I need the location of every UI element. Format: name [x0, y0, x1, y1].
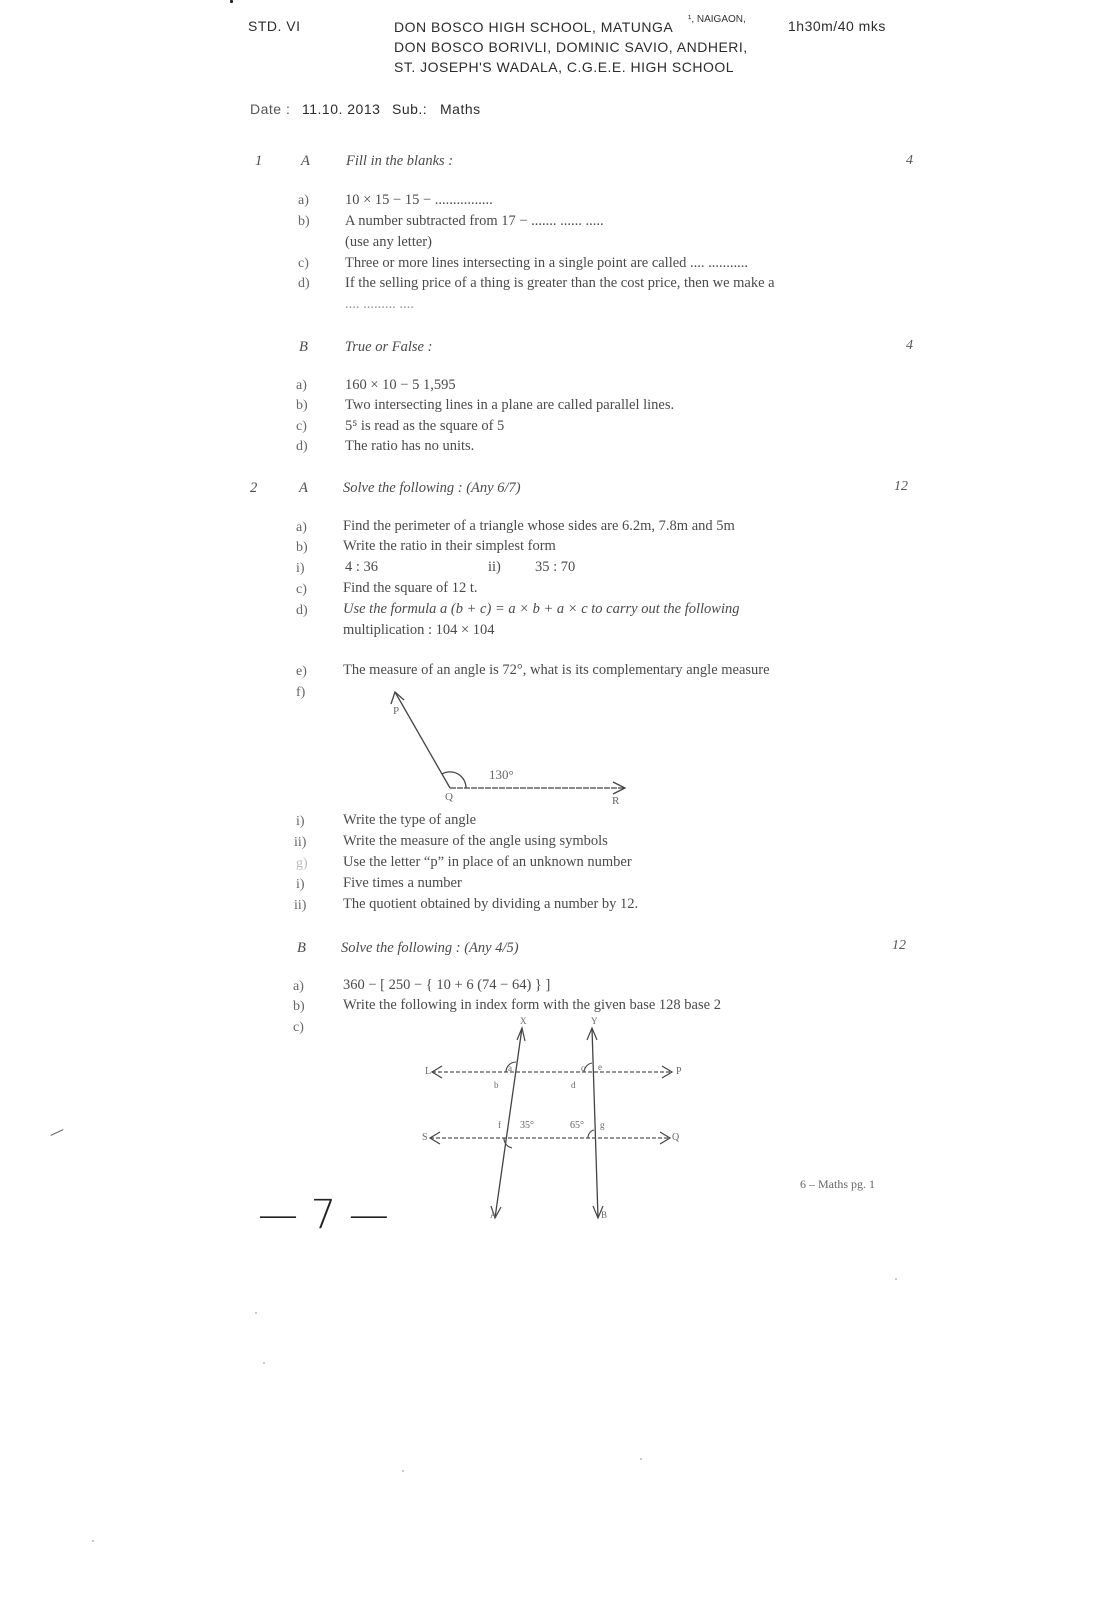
q2b-label-a: a) — [293, 979, 304, 994]
q2a-marks: 12 — [894, 479, 908, 494]
scan-speck — [895, 1278, 897, 1280]
scan-speck — [263, 1362, 265, 1364]
fig-label-p: P — [676, 1066, 682, 1077]
parallel-lines-figure — [420, 1020, 700, 1225]
fig-angle-35: 35° — [520, 1120, 534, 1131]
q1a-label-c: c) — [298, 256, 309, 271]
q1b-title: True or False : — [345, 339, 433, 355]
q2a-f-label-i: i) — [296, 814, 305, 829]
q2a-f-label-ii: ii) — [294, 835, 307, 850]
q1a-item-d-blank: .... ......... .... — [345, 296, 414, 312]
q2a-ratio-i-label: i) — [296, 561, 305, 576]
q2b-item-a: 360 − [ 250 − { 10 + 6 (74 − 64) } ] — [343, 977, 551, 993]
q2a-ratio-i: 4 : 36 — [345, 559, 379, 575]
q2-number: 2 — [250, 480, 258, 496]
q2a-label-d: d) — [296, 603, 308, 618]
fig-angle-a: a — [508, 1063, 512, 1073]
q2a-item-d-cont: multiplication : 104 × 104 — [343, 622, 495, 638]
q2a-item-b: Write the ratio in their simplest form — [343, 538, 556, 554]
fig-angle-c: c — [581, 1063, 585, 1073]
q1a-letter: A — [301, 153, 310, 169]
q2a-ratio-ii-label: ii) — [488, 559, 501, 575]
fig-label-x: X — [520, 1016, 527, 1026]
q1b-letter: B — [299, 339, 308, 355]
page-reference: 6 – Maths pg. 1 — [800, 1177, 875, 1191]
time-marks: 1h30m/40 mks — [788, 18, 886, 34]
school-line-3: ST. JOSEPH'S WADALA, C.G.E.E. HIGH SCHOOL — [394, 59, 735, 75]
handwritten-page-number: — 7 — — [258, 1192, 389, 1238]
scan-speck — [92, 1540, 94, 1542]
q2a-item-c: Find the square of 12 t. — [343, 580, 478, 596]
fig-angle-f: f — [498, 1120, 501, 1130]
q2a-g-item-i: Five times a number — [343, 875, 462, 891]
subject-value: Maths — [440, 101, 481, 117]
subject-label: Sub.: — [392, 101, 428, 117]
scan-speck — [402, 1470, 404, 1472]
q2a-label-c: c) — [296, 582, 307, 597]
scan-speck — [50, 1129, 63, 1136]
q1b-label-c: c) — [296, 419, 307, 434]
fig-angle-b: b — [494, 1080, 499, 1090]
q2b-item-b: Write the following in index form with the given base 128 base 2 — [343, 997, 721, 1013]
date-label: Date : — [250, 101, 291, 117]
q2a-g-label-i: i) — [296, 877, 305, 892]
q2a-label-a: a) — [296, 520, 307, 535]
fig-angle-65: 65° — [570, 1120, 584, 1131]
q1b-item-c: 5⁵ is read as the square of 5 — [345, 418, 505, 434]
q1a-item-a: 10 × 15 − 15 − ................ — [345, 192, 493, 208]
q1a-title: Fill in the blanks : — [346, 153, 454, 169]
fig-angle-e: e — [598, 1062, 602, 1072]
q1a-label-d: d) — [298, 276, 310, 291]
q2a-item-a: Find the perimeter of a triangle whose sides are 6.2m, 7.8m and 5m — [343, 518, 735, 534]
fig-label-y: Y — [591, 1016, 598, 1026]
date-value: 11.10. 2013 — [302, 101, 381, 117]
q1a-item-c: Three or more lines intersecting in a single point are called .... ........... — [345, 255, 749, 271]
q1a-label-b: b) — [298, 214, 310, 229]
angle-value: 130° — [489, 767, 514, 782]
fig-label-q: Q — [672, 1132, 680, 1143]
q2a-label-g: g) — [296, 856, 308, 871]
q1a-label-a: a) — [298, 193, 309, 208]
angle-label-r: R — [612, 795, 620, 807]
q2a-item-e: The measure of an angle is 72°, what is its complementary angle measure — [343, 662, 770, 678]
q2a-label-e: e) — [296, 664, 307, 679]
q1-number: 1 — [255, 153, 263, 169]
q2a-item-g: Use the letter “p” in place of an unknown number — [343, 854, 632, 870]
school-sup: ¹, NAIGAON, — [688, 14, 746, 25]
fig-angle-d: d — [571, 1080, 576, 1090]
q2b-letter: B — [297, 940, 306, 956]
q2b-label-b: b) — [293, 999, 305, 1014]
angle-label-q: Q — [445, 791, 453, 803]
q2a-letter: A — [299, 480, 308, 496]
angle-figure — [380, 685, 640, 805]
scan-speck — [640, 1458, 642, 1460]
q2b-label-c: c) — [293, 1020, 304, 1035]
fig-label-b-bottom: B — [601, 1210, 608, 1220]
q1b-marks: 4 — [906, 338, 913, 353]
q2b-title: Solve the following : (Any 4/5) — [341, 940, 519, 956]
q2b-marks: 12 — [892, 938, 906, 953]
fig-angle-g: g — [600, 1120, 605, 1130]
q1a-item-d: If the selling price of a thing is greater than the cost price, then we make a — [345, 275, 775, 291]
fig-label-s: S — [422, 1132, 428, 1143]
fig-label-a-bottom: A — [490, 1210, 497, 1220]
std-label: STD. VI — [248, 18, 301, 34]
q1b-label-a: a) — [296, 378, 307, 393]
q1b-label-d: d) — [296, 439, 308, 454]
school-line-2: DON BOSCO BORIVLI, DOMINIC SAVIO, ANDHERI, — [394, 39, 748, 55]
q1a-marks: 4 — [906, 153, 913, 168]
q1b-item-b: Two intersecting lines in a plane are called parallel lines. — [345, 397, 675, 413]
q2a-label-b: b) — [296, 540, 308, 555]
scan-speck — [255, 1312, 257, 1314]
q1a-item-b-note: (use any letter) — [345, 234, 432, 250]
fig-label-l: L — [425, 1066, 432, 1077]
school-line-1: DON BOSCO HIGH SCHOOL, MATUNGA — [394, 19, 674, 35]
q2a-title: Solve the following : (Any 6/7) — [343, 480, 521, 496]
q2a-label-f: f) — [296, 685, 306, 700]
q2a-f-item-i: Write the type of angle — [343, 812, 477, 828]
q1b-item-a: 160 × 10 − 5 1,595 — [345, 377, 456, 393]
q2a-g-item-ii: The quotient obtained by dividing a number by 12. — [343, 896, 639, 912]
q2a-f-item-ii: Write the measure of the angle using symbols — [343, 833, 608, 849]
q2a-g-label-ii: ii) — [294, 898, 307, 913]
angle-label-p: P — [393, 705, 400, 717]
q2a-ratio-ii: 35 : 70 — [535, 559, 576, 575]
scan-speck — [230, 0, 233, 3]
q1b-item-d: The ratio has no units. — [345, 438, 475, 454]
q1a-item-b: A number subtracted from 17 − ....... ...... ..... — [345, 213, 604, 229]
q2a-item-d: Use the formula a (b + c) = a × b + a × c to carry out the following — [343, 601, 740, 617]
q1b-label-b: b) — [296, 398, 308, 413]
